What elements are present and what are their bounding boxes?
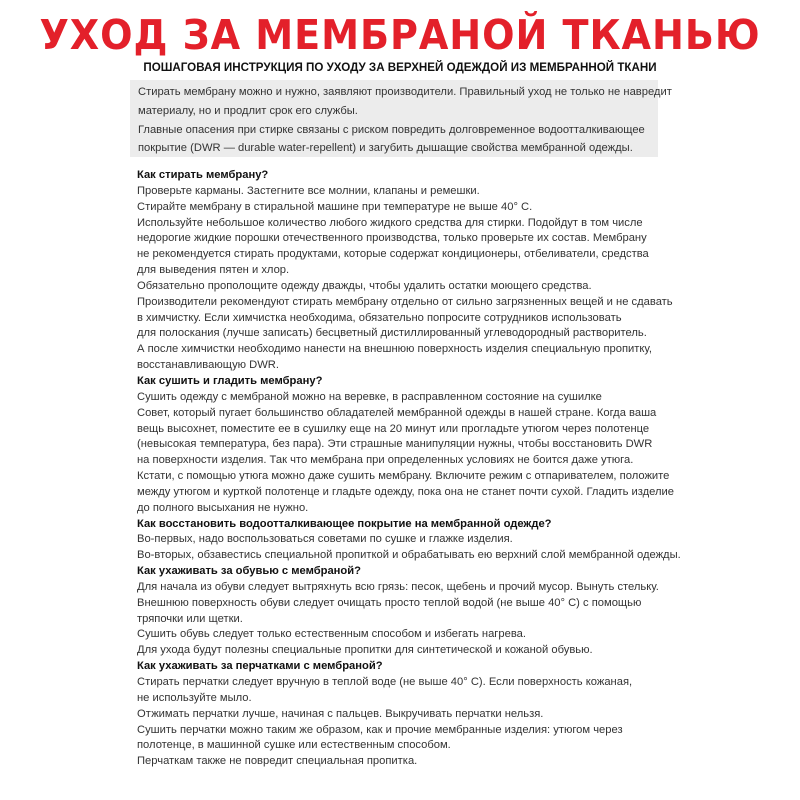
paragraph-line: Стирайте мембрану в стиральной машине при температуре не выше 40° С. <box>137 200 533 213</box>
paragraph-line: для выведения пятен и хлор. <box>137 264 290 277</box>
paragraph-line: Для начала из обуви следует вытряхнуть всю грязь: песок, щебень и прочий мусор. Вынуть стельку. <box>137 580 659 593</box>
section-heading: Как стирать мембрану? <box>137 169 269 181</box>
section <box>137 517 681 565</box>
paragraph-line: Совет, который пугает большинство обладателей мембранной одежды в нашей стране. Когда ваша <box>137 406 657 419</box>
paragraph-line: Перчаткам также не повредит специальная пропитка. <box>137 755 418 768</box>
section <box>137 168 677 374</box>
paragraph-line: восстанавливающую DWR. <box>137 359 279 372</box>
paragraph-line: между утюгом и курткой полотенце и гладьте одежду, пока она не станет почти сухой. Гладить изделие <box>137 485 675 498</box>
paragraph-line: в химчистку. Если химчистка необходима, обязательно попросите сотрудников использовать <box>137 311 622 324</box>
intro-box <box>130 80 672 157</box>
page-subtitle: ПОШАГОВАЯ ИНСТРУКЦИЯ ПО УХОДУ ЗА ВЕРХНЕЙ ОДЕЖДОЙ ИЗ МЕМБРАННОЙ ТКАНИ <box>143 61 657 74</box>
section-heading: Как ухаживать за обувью с мембраной? <box>137 565 361 578</box>
paragraph-line: А после химчистки необходимо нанести на внешнюю поверхность изделия специальную пропитку, <box>137 343 652 356</box>
paragraph-line: Сушить обувь следует только естественным способом и избегать нагрева. <box>137 628 526 641</box>
paragraph-line: (невысокая температура, без пара). Эти страшные манипуляции нужны, чтобы восстановить DWR <box>137 438 653 451</box>
paragraph-line: Проверьте карманы. Застегните все молнии, клапаны и ремешки. <box>137 184 480 197</box>
paragraph-line: тряпочки или щетки. <box>137 612 243 625</box>
section <box>137 374 677 517</box>
paragraph-line: не используйте мыло. <box>137 691 252 704</box>
paragraph-line: на поверхности изделия. Так что мембрана при определенных условиях не боится даже утюга. <box>137 454 634 467</box>
paragraph-line: Производители рекомендуют стирать мембрану отдельно от сильно загрязненных вещей и не сдавать <box>137 295 673 308</box>
paragraph-line: не рекомендуется стирать продуктами, которые содержат кондиционеры, отбеливатели, средства <box>137 248 649 261</box>
paragraph-line: Сушить одежду с мембраной можно на веревке, в расправленном состояние на сушилке <box>137 390 602 403</box>
paragraph-line: до полного высыхания не нужно. <box>137 501 309 514</box>
paragraph-line: Для ухода будут полезны специальные пропитки для синтетической и кожаной обувью. <box>137 644 593 657</box>
paragraph-line: Сушить перчатки можно таким же образом, как и прочие мембранные изделия: утюгом через <box>137 723 623 736</box>
paragraph-line: Внешнюю поверхность обуви следует очищать просто теплой водой (не выше 40° С) с помощью <box>137 596 642 609</box>
paragraph-line: недорогие жидкие порошки отечественного производства, только проверьте их состав. Мембрану <box>137 232 647 245</box>
paragraph-line: Обязательно прополощите одежду дважды, чтобы удалить остатки моющего средства. <box>137 279 592 292</box>
section <box>137 659 677 770</box>
paragraph-line: Кстати, с помощью утюга можно даже сушить мембрану. Включите режим с отпаривателем, положите <box>137 470 670 483</box>
section-heading: Как ухаживать за перчатками с мембраной? <box>137 660 383 673</box>
page-title: УХОД ЗА МЕМБРАНОЙ ТКАНЬЮ <box>39 11 761 59</box>
section-heading: Как сушить и гладить мембрану? <box>137 374 323 387</box>
intro-line: Главные опасения при стирке связаны с риском повредить долговременное водоотталкивающее <box>138 123 645 136</box>
intro-line: материалу, но и продлит срок его службы. <box>138 104 358 117</box>
section-heading: Как восстановить водоотталкивающее покрытие на мембранной одежде? <box>137 517 552 530</box>
paragraph-line: Во-вторых, обзавестись специальной пропиткой и обрабатывать ею верхний слой мембранной одежды. <box>137 549 681 562</box>
paragraph-line: вещь высохнет, поместите ее в сушилку еще на 20 минут или прогладьте утюгом через полотенце <box>137 422 650 435</box>
intro-line: покрытие (DWR — durable water-repellent) и загубить дышащие свойства мембранной одежды. <box>138 142 633 155</box>
section <box>137 564 677 659</box>
paragraph-line: Стирать перчатки следует вручную в теплой воде (не выше 40° С). Если поверхность кожаная, <box>137 676 633 688</box>
paragraph-line: Используйте небольшое количество любого жидкого средства для стирки. Подойдут в том числе <box>137 216 643 229</box>
instructions-body <box>137 168 681 770</box>
paragraph-line: полотенце, в машинной сушке или естественным способом. <box>137 739 451 752</box>
paragraph-line: Отжимать перчатки лучше, начиная с пальцев. Выкручивать перчатки нельзя. <box>137 707 544 720</box>
intro-line: Стирать мембрану можно и нужно, заявляют производители. Правильный уход не только не навредит <box>138 86 672 98</box>
paragraph-line: для полоскания (лучше записать) бесцветный дистиллированный углеводородный растворитель. <box>137 327 647 340</box>
paragraph-line: Во-первых, надо воспользоваться советами по сушке и глажке изделия. <box>137 533 513 546</box>
